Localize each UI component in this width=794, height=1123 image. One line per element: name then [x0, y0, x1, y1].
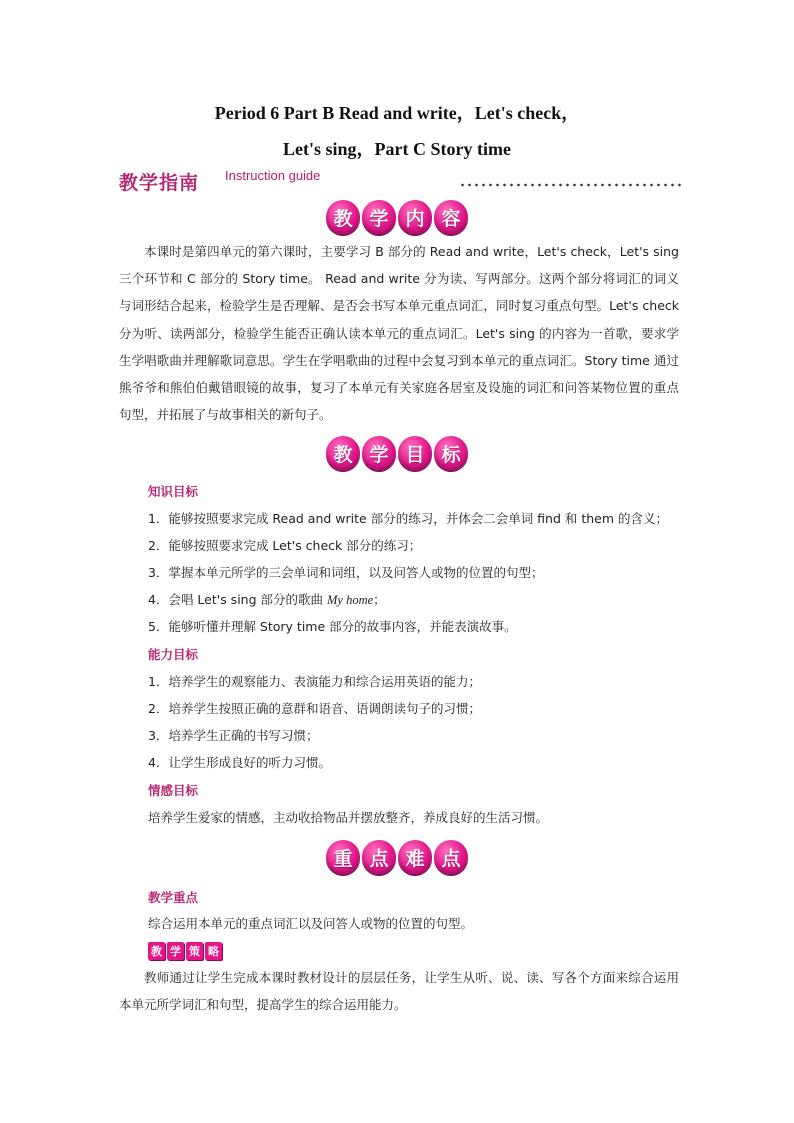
ability-goal-item: 3．培养学生正确的书写习惯； [148, 728, 319, 743]
knowledge-goal-item-song [148, 590, 386, 608]
strategy-char: 教 [148, 942, 165, 960]
banner-char: 难 [398, 840, 432, 874]
song-title: My home [326, 593, 374, 607]
ability-goal-item: 1．培养学生的观察能力、表演能力和综合运用英语的能力； [148, 674, 481, 689]
key-points-banner [0, 840, 794, 874]
ability-goal-item: 2．培养学生按照正确的意群和语音、语调朗读句子的习惯； [148, 701, 481, 716]
ability-goal-item: 4．让学生形成良好的听力习惯。 [148, 755, 331, 770]
guide-title-en: Instruction guide [225, 168, 321, 183]
banner-char: 教 [326, 436, 360, 470]
teaching-content-banner [0, 200, 794, 234]
teaching-goals-banner [0, 436, 794, 470]
banner-char: 容 [434, 200, 468, 234]
key-focus-heading: 教学重点 [148, 890, 199, 905]
emotion-goal-text: 培养学生爱家的情感，主动收拾物品并摆放整齐，养成良好的生活习惯。 [148, 810, 549, 825]
knowledge-goal-item: 1．能够按照要求完成 Read and write 部分的练习，并体会二会单词 find 和 them 的含义； [148, 511, 669, 526]
key-focus-text: 综合运用本单元的重点词汇以及问答人或物的位置的句型。 [148, 916, 474, 931]
banner-char: 目 [398, 436, 432, 470]
knowledge-goals-heading: 知识目标 [148, 484, 199, 499]
strategy-char: 学 [167, 942, 184, 960]
guide-title-cn: 教学指南 [119, 172, 200, 194]
dotted-divider [459, 183, 685, 187]
page-title-line1: Period 6 Part B Read and write，Let's check， [214, 103, 580, 123]
strategy-char: 策 [186, 942, 203, 960]
banner-char: 重 [326, 840, 360, 874]
banner-char: 学 [362, 200, 396, 234]
instruction-guide-header [119, 168, 685, 192]
banner-char: 学 [362, 436, 396, 470]
strategy-label [148, 942, 222, 960]
banner-char: 点 [434, 840, 468, 874]
banner-char: 点 [362, 840, 396, 874]
banner-char: 教 [326, 200, 360, 234]
page-title-line2: Let's sing，Part C Story time [283, 139, 511, 159]
strategy-paragraph: 教师通过让学生完成本课时教材设计的层层任务，让学生从听、说、读、写各个方面来综合运用本单元所学词汇和句型，提高学生的综合运用能力。 [119, 970, 679, 1013]
banner-char: 内 [398, 200, 432, 234]
song-suffix: ； [373, 592, 386, 607]
knowledge-goal-item: 5．能够听懂并理解 Story time 部分的故事内容，并能表演故事。 [148, 619, 517, 634]
knowledge-goal-text: 4．会唱 Let's sing 部分的歌曲 [148, 592, 327, 607]
emotion-goals-heading: 情感目标 [148, 783, 199, 798]
knowledge-goal-item: 3．掌握本单元所学的三会单词和词组，以及问答人或物的位置的句型； [148, 565, 544, 580]
banner-char: 标 [434, 436, 468, 470]
ability-goals-heading: 能力目标 [148, 647, 199, 662]
content-paragraph: 本课时是第四单元的第六课时，主要学习 B 部分的 Read and write，Let's check，Let's sing 三个环节和 C 部分的 Story time。 Read and write 分为读、写两部分。这两个部分将词汇的词义与词形结合起来，检验学生是否理解、是否会书写本单元重点词汇，同时复习重点句型。Let's check 分为听、读两部分，检验学生能否正确认读本单元的重点词汇。Let's sing 的内容为一首歌，要求学生学唱歌曲并理解歌词意思。学生在学唱歌曲的过程中会复习到本单元的重点词汇。Story time 通过熊爷爷和熊伯伯戴错眼镜的故事，复习了本单元有关家庭各居室及设施的词汇和问答某物位置的重点句型，并拓展了与故事相关的新句子。 [119, 244, 679, 423]
knowledge-goal-item: 2．能够按照要求完成 Let's check 部分的练习； [148, 538, 422, 553]
strategy-char: 略 [205, 942, 222, 960]
